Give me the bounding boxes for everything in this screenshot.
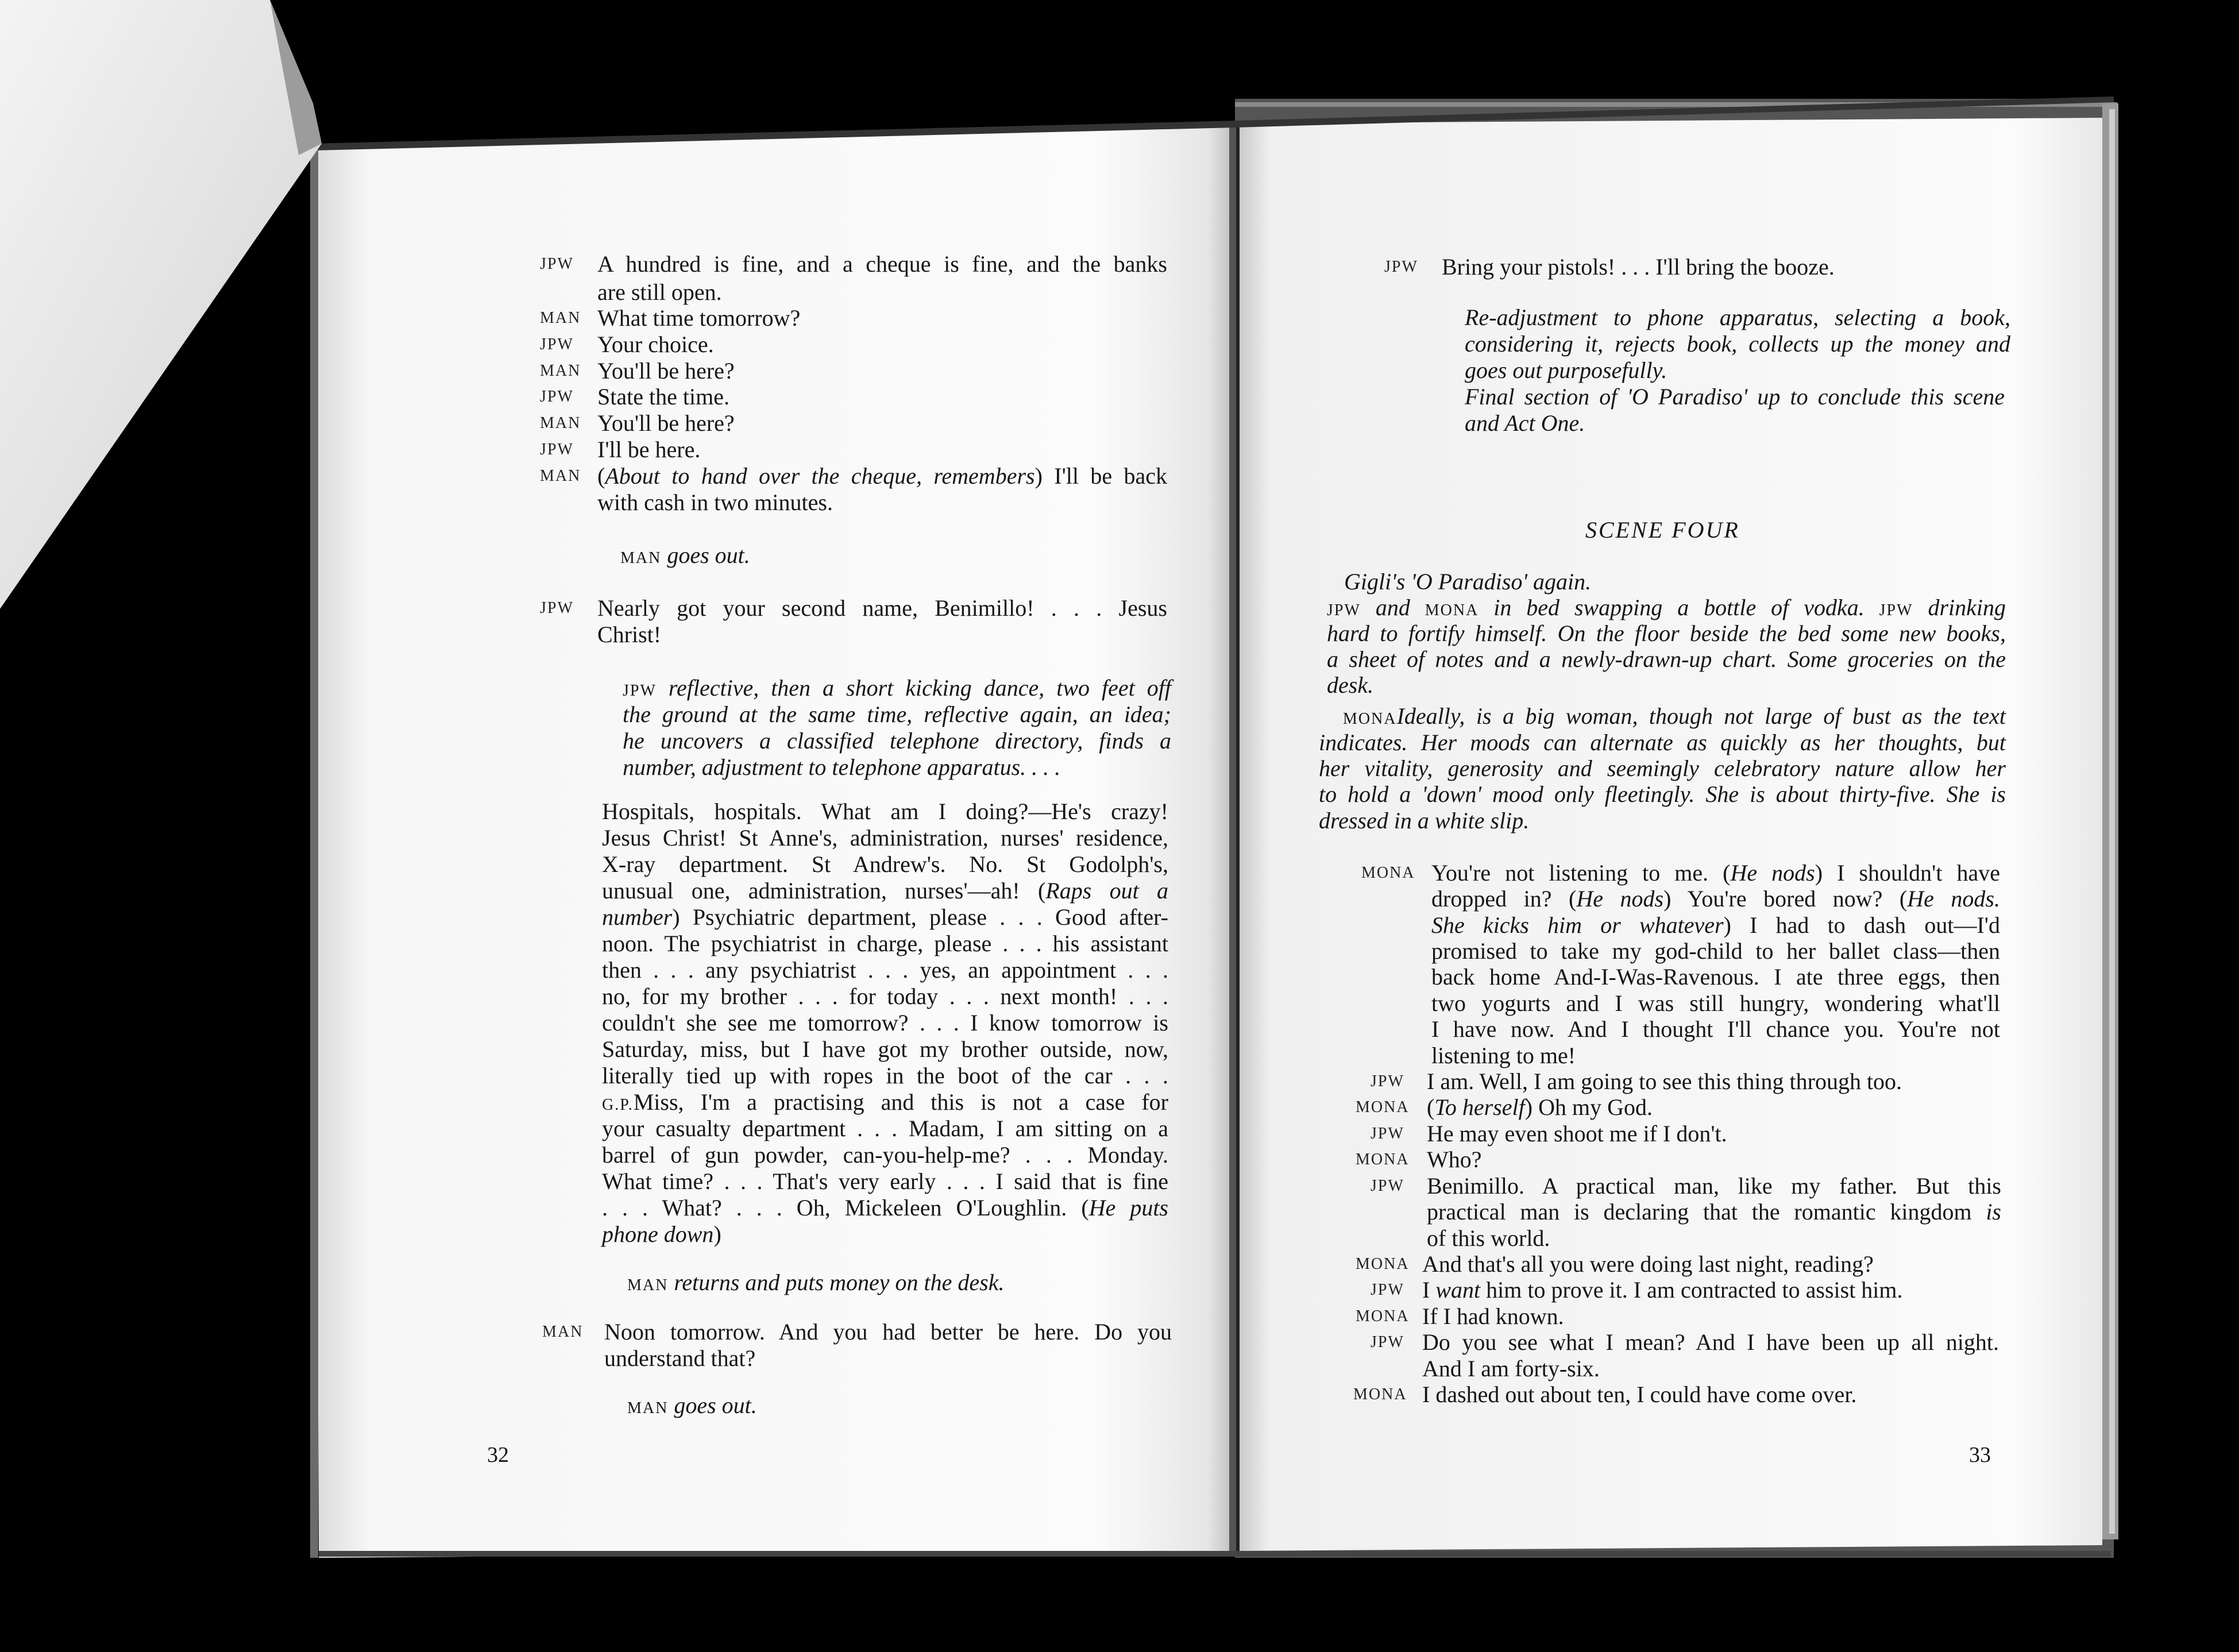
script-line xyxy=(602,825,1168,851)
text: A hundred is fine, and a cheque is fine, and the banks xyxy=(597,251,1167,277)
script-line xyxy=(623,675,1171,704)
stage-direction: is xyxy=(1986,1199,2001,1225)
script-line xyxy=(604,1345,755,1372)
stage-direction: returns and puts money on the desk. xyxy=(668,1269,1005,1295)
script-line xyxy=(597,358,735,384)
script-line xyxy=(1431,860,2000,886)
stage-direction: Raps out a xyxy=(1045,878,1168,904)
stage-direction: to hold a 'down' mood only fleetingly. She is about thirty-five. She is xyxy=(1319,781,2006,807)
script-line xyxy=(597,410,735,437)
stage-direction: and xyxy=(1360,595,1425,620)
speaker-name: MONA xyxy=(1356,1307,1410,1325)
text-post: ) I shouldn't have xyxy=(1815,860,2000,886)
text: noon. The psychiatrist in charge, please . . . his assistant xyxy=(602,931,1168,956)
script-line xyxy=(1465,304,2010,331)
text: Noon tomorrow. And you had better be here. Do you xyxy=(604,1319,1172,1345)
speaker-name: MAN xyxy=(542,1323,584,1341)
text: He may even shoot me if I don't. xyxy=(1427,1121,1727,1147)
stage-direction: reflective, then a short kicking dance, two feet off xyxy=(656,675,1171,701)
script-line xyxy=(1442,254,1835,280)
text: You'll be here? xyxy=(597,358,735,384)
text-pre: You're not listening to me. ( xyxy=(1431,860,1731,886)
script-line xyxy=(597,279,722,306)
speaker-name-inline-2: MONA xyxy=(1425,601,1479,619)
script-line xyxy=(1465,357,1667,384)
stage-direction-2: in bed swapping a bottle of vodka. xyxy=(1478,595,1879,620)
stage-direction: Gigli's 'O Paradiso' again. xyxy=(1344,569,1592,595)
script-line xyxy=(623,728,1171,754)
script-line xyxy=(1422,1356,1600,1382)
stage-direction: He nods xyxy=(1730,860,1815,886)
text-pre: I xyxy=(1422,1277,1436,1303)
text: listening to me! xyxy=(1431,1043,1576,1068)
script-line xyxy=(627,1392,757,1422)
stage-direction: want xyxy=(1435,1277,1481,1303)
speaker-name-inline: MAN xyxy=(627,1399,669,1417)
stage-direction: goes out. xyxy=(661,542,750,568)
script-line xyxy=(597,305,800,331)
text-post: ) You're bored now? ( xyxy=(1663,886,1908,912)
stage-direction: phone down xyxy=(602,1221,714,1247)
script-line xyxy=(597,622,661,648)
script-line xyxy=(1327,620,2006,647)
script-line xyxy=(1422,1277,1903,1303)
script-line xyxy=(1427,1094,1653,1121)
text: State the time. xyxy=(597,384,729,410)
script-line xyxy=(1465,410,1585,437)
speaker-name-inline: JPW xyxy=(1327,601,1361,619)
script-line xyxy=(1431,886,2000,912)
text: I dashed out about ten, I could have come over. xyxy=(1422,1381,1857,1407)
stage-direction: considering it, rejects book, collects up the money and xyxy=(1465,331,2010,357)
script-line xyxy=(602,1195,1168,1221)
stage-direction: desk. xyxy=(1327,672,1374,698)
script-line xyxy=(597,437,700,463)
script-line xyxy=(1327,672,1373,698)
text: And that's all you were doing last night, reading? xyxy=(1422,1251,1874,1277)
script-line xyxy=(597,331,714,358)
stage-direction-2: He nods. xyxy=(1907,886,2000,912)
text: literally tied up with ropes in the boot of the car . . . xyxy=(602,1063,1168,1089)
speaker-name: JPW xyxy=(1371,1281,1404,1299)
text-post: him to prove it. I am contracted to assist him. xyxy=(1480,1277,1903,1303)
script-line xyxy=(1422,1303,1564,1330)
script-line xyxy=(602,1168,1168,1195)
script-line xyxy=(1319,729,2006,756)
text: If I had known. xyxy=(1422,1303,1564,1329)
script-line xyxy=(602,1036,1168,1063)
script-line xyxy=(602,851,1168,878)
script-line xyxy=(1343,703,2006,732)
script-line xyxy=(1431,938,2000,964)
script-line xyxy=(602,1116,1168,1142)
speaker-name: JPW xyxy=(1371,1333,1404,1351)
script-line xyxy=(1465,384,2005,410)
speaker-name-inline: G.P. xyxy=(602,1096,634,1114)
script-line xyxy=(597,384,729,410)
speaker-name: JPW xyxy=(540,599,574,617)
script-line xyxy=(627,1269,1004,1299)
text: Nearly got your second name, Benimillo! . . . Jesus xyxy=(597,595,1167,621)
speaker-name: JPW xyxy=(540,388,574,406)
script-line xyxy=(1327,595,2006,624)
text: with cash in two minutes. xyxy=(597,489,833,515)
text: I am. Well, I am going to see this thing through too. xyxy=(1427,1068,1902,1094)
speaker-name: JPW xyxy=(540,255,574,273)
speaker-name-inline: MAN xyxy=(620,549,662,567)
stage-direction: the ground at the same time, reflective again, an idea; xyxy=(623,701,1171,727)
stage-direction-3: drinking xyxy=(1913,595,2006,620)
text: Hospitals, hospitals. What am I doing?—He's crazy! xyxy=(602,798,1168,824)
stage-direction: dressed in a white slip. xyxy=(1319,808,1530,833)
script-line xyxy=(1465,331,2010,357)
script-line xyxy=(602,1221,721,1248)
script-line xyxy=(597,489,833,516)
script-line xyxy=(1422,1251,1874,1277)
script-line xyxy=(597,463,1167,489)
stage-direction: goes out purposefully. xyxy=(1465,357,1667,383)
speaker-name: JPW xyxy=(540,441,574,458)
script-line xyxy=(1327,646,2006,673)
speaker-name: MAN xyxy=(540,467,581,485)
right-page-number: 33 xyxy=(1969,1443,1991,1467)
speaker-name: JPW xyxy=(1371,1072,1404,1090)
script-line xyxy=(1427,1225,1550,1252)
script-line xyxy=(602,983,1168,1010)
text-post: ) I'll be back xyxy=(1034,463,1167,489)
text-post: and this is not a case for xyxy=(881,1089,1168,1115)
script-line xyxy=(1431,1043,1576,1069)
script-line xyxy=(1319,808,1529,834)
script-line xyxy=(620,542,750,572)
script-line xyxy=(1319,781,2006,808)
speaker-name: MONA xyxy=(1356,1098,1410,1116)
script-line xyxy=(1427,1121,1727,1147)
speaker-name: MONA xyxy=(1361,864,1415,882)
stage-direction-2: is a big woman, though not large of bust as the text xyxy=(1476,703,2006,729)
text-post: ) xyxy=(713,1221,721,1247)
stage-direction: and Act One. xyxy=(1465,410,1585,436)
speaker-name: MAN xyxy=(540,362,581,380)
speaker-name: JPW xyxy=(540,335,574,353)
script-line xyxy=(602,1089,1168,1118)
script-line xyxy=(1319,755,2006,782)
script-line xyxy=(602,1010,1168,1036)
script-line xyxy=(602,878,1168,904)
text: You'll be here? xyxy=(597,410,735,436)
script-line xyxy=(1427,1147,1482,1173)
text: What time tomorrow? xyxy=(597,305,801,331)
script-line xyxy=(1427,1068,1902,1095)
stage-direction: To herself xyxy=(1434,1094,1525,1120)
text-post: ) I had to dash out—I'd xyxy=(1723,912,2001,938)
script-line xyxy=(602,957,1168,983)
text: Who? xyxy=(1427,1147,1482,1172)
script-line xyxy=(1427,1173,2001,1199)
stage-direction: He nods xyxy=(1576,886,1664,912)
stage-direction: He puts xyxy=(1088,1195,1168,1221)
text: promised to take my god-child to her ballet class—then xyxy=(1431,938,2000,964)
speaker-name-inline: MAN xyxy=(627,1276,669,1294)
speaker-name: JPW xyxy=(1371,1125,1404,1142)
text: then . . . any psychiatrist . . . yes, an appointment . . . xyxy=(602,957,1168,983)
text: I have now. And I thought I'll chance you. You're not xyxy=(1431,1016,2000,1042)
stage-direction: hard to fortify himself. On the floor beside the bed some new books, xyxy=(1327,620,2006,646)
speaker-name: MAN xyxy=(540,414,581,432)
script-line xyxy=(1422,1381,1856,1408)
script-line xyxy=(602,1063,1168,1089)
script-line xyxy=(597,595,1167,622)
text: I'll be here. xyxy=(597,437,701,462)
speaker-name: MAN xyxy=(540,309,581,327)
speaker-name: JPW xyxy=(1384,258,1418,276)
scene-heading: SCENE FOUR xyxy=(1585,517,1740,543)
stage-direction: number, adjustment to telephone apparatus. . . . xyxy=(623,754,1061,780)
text: Jesus Christ! St Anne's, administration, nurses' residence, xyxy=(602,825,1168,851)
script-line xyxy=(623,701,1171,728)
text: Christ! xyxy=(597,622,662,647)
text: And I am forty-six. xyxy=(1422,1356,1600,1381)
stage-direction: She kicks him or whatever xyxy=(1431,912,1724,938)
left-page-number: 32 xyxy=(487,1443,509,1467)
speaker-name: MONA xyxy=(1356,1151,1410,1168)
script-line xyxy=(1344,569,1591,595)
script-line xyxy=(1431,964,2000,990)
text: Saturday, miss, but I have got my brother outside, now, xyxy=(602,1036,1168,1062)
text-post: ) Oh my God. xyxy=(1524,1094,1653,1120)
stage-direction: he uncovers a classified telephone directory, finds a xyxy=(623,728,1171,754)
text-pre: Miss, I'm a practising xyxy=(633,1089,881,1115)
stage-direction: About to hand over the cheque, remembers xyxy=(605,463,1035,489)
text: What time? . . . That's very early . . . I said that is fine xyxy=(602,1168,1168,1194)
script-line xyxy=(623,754,1060,781)
speaker-name-inline: MONA xyxy=(1343,710,1397,728)
text-post: ) Psychiatric department, please . . . Good after- xyxy=(672,904,1168,930)
script-line xyxy=(1431,990,2000,1017)
speaker-name-inline: JPW xyxy=(623,682,657,700)
script-line xyxy=(1431,912,2000,939)
text-pre: dropped in? ( xyxy=(1431,886,1577,912)
text: barrel of gun powder, can-you-help-me? . . . Monday. xyxy=(602,1142,1168,1168)
script-line xyxy=(602,904,1168,931)
script-line xyxy=(602,798,1168,825)
text: two yogurts and I was still hungry, wondering what'll xyxy=(1431,990,2000,1016)
speaker-name: MONA xyxy=(1353,1385,1407,1403)
text: Do you see what I mean? And I have been up all night. xyxy=(1422,1329,1999,1355)
script-line xyxy=(602,1142,1168,1168)
text: Bring your pistols! . . . I'll bring the booze. xyxy=(1442,254,1835,280)
text: are still open. xyxy=(597,279,722,305)
text: no, for my brother . . . for today . . . next month! . . . xyxy=(602,983,1168,1009)
script-line xyxy=(597,251,1167,277)
speaker-name-inline-3: JPW xyxy=(1879,601,1913,619)
text: couldn't she see me tomorrow? . . . I know tomorrow is xyxy=(602,1010,1168,1036)
text: back home And-I-Was-Ravenous. I ate three eggs, then xyxy=(1431,964,2000,990)
text: understand that? xyxy=(604,1345,756,1371)
speaker-name: JPW xyxy=(1371,1177,1404,1195)
text-pre: ( xyxy=(597,463,605,489)
script-line xyxy=(1431,1016,2000,1043)
text: of this world. xyxy=(1427,1225,1550,1251)
speaker-name: MONA xyxy=(1356,1255,1410,1273)
text-pre: unusual one, administration, nurses'—ah! ( xyxy=(602,878,1046,904)
stage-direction: Re-adjustment to phone apparatus, selecting a book, xyxy=(1465,304,2010,330)
stage-direction: goes out. xyxy=(668,1392,757,1418)
text: your casualty department . . . Madam, I am sitting on a xyxy=(602,1116,1168,1141)
stage-direction: Ideally, xyxy=(1396,703,1476,729)
script-line xyxy=(602,931,1168,957)
text-pre: ( xyxy=(1427,1094,1435,1120)
text-pre: practical man is declaring that the romantic kingdom xyxy=(1427,1199,1986,1225)
script-line xyxy=(1427,1199,2001,1225)
stage-direction: indicates. Her moods can alternate as quickly as her thoughts, but xyxy=(1319,729,2006,755)
stage-direction: a sheet of notes and a newly-drawn-up chart. Some groceries on the xyxy=(1327,646,2006,672)
stage-direction: her vitality, generosity and seemingly celebratory nature allow her xyxy=(1319,755,2006,781)
text: Your choice. xyxy=(597,331,714,357)
script-line xyxy=(604,1319,1172,1345)
stage-direction: Final section of 'O Paradiso' up to conclude this scene xyxy=(1465,384,2005,410)
stage-direction: number xyxy=(602,904,673,930)
script-line xyxy=(1422,1329,1999,1356)
text: Benimillo. A practical man, like my father. But this xyxy=(1427,1173,2001,1199)
text: X-ray department. St Andrew's. No. St Godolph's, xyxy=(602,851,1168,877)
text-pre: . . . What? . . . Oh, Mickeleen O'Loughlin. ( xyxy=(602,1195,1089,1221)
